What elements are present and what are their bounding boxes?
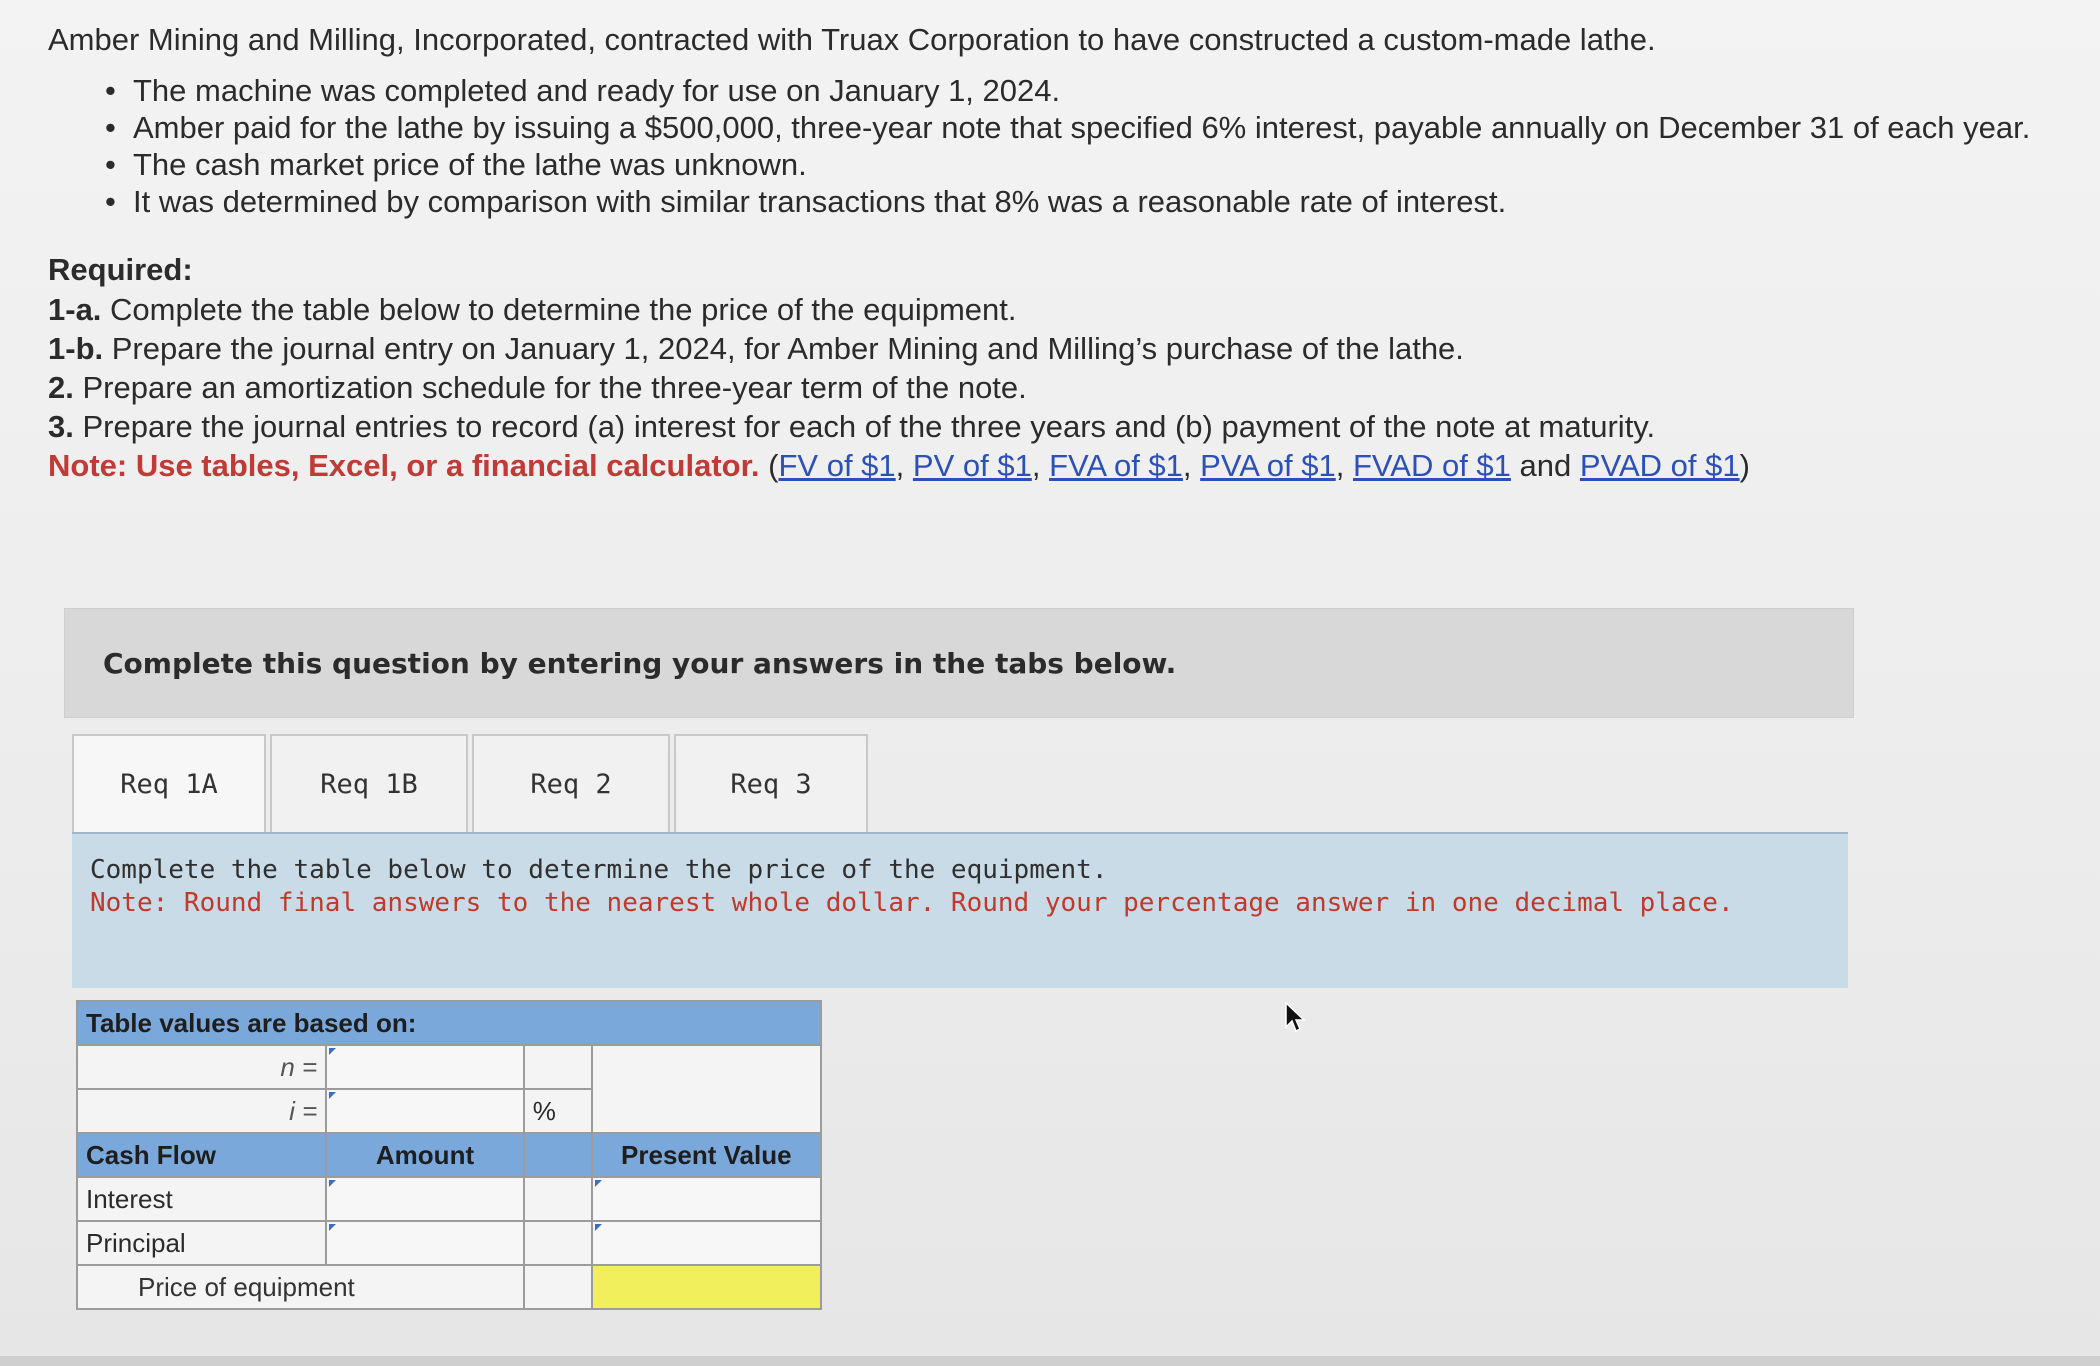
requirement-tabs [72, 734, 872, 832]
note-line: Note: Use tables, Excel, or a financial calculator. (FV of $1, PV of $1, FVA of $1, PVA of $1, FVAD of $1 and PVAD of $1) [48, 448, 1750, 483]
requirement-3 [48, 407, 2048, 446]
interest-amount-input[interactable] [326, 1177, 524, 1221]
problem-statement [48, 20, 2048, 485]
percent-sign: % [524, 1089, 592, 1133]
link-pva[interactable]: PVA of $1 [1200, 448, 1336, 483]
tab-req-1a[interactable]: Req 1A [72, 734, 266, 832]
price-total-cell [592, 1265, 821, 1309]
requirement-number: 3. [48, 409, 74, 444]
screen-bottom-edge [0, 1356, 2100, 1366]
rounding-note: Note: Round final answers to the nearest whole dollar. Round your percentage answer in one decimal place. [90, 888, 1734, 918]
n-label: n = [77, 1045, 326, 1089]
requirement-2 [48, 368, 2048, 407]
answer-table-wrapper [76, 1000, 822, 1310]
instruction-line: Complete the table below to determine the price of the equipment. [90, 855, 1108, 885]
blank-header [524, 1133, 592, 1177]
tab-instructions [72, 832, 1848, 988]
fact-item: • The cash market price of the lathe was unknown. [133, 146, 2048, 183]
blank-cell [524, 1265, 592, 1309]
requirement-number: 2. [48, 370, 74, 405]
fact-list [48, 72, 2048, 220]
link-pv[interactable]: PV of $1 [912, 448, 1032, 483]
and-word: and [1519, 448, 1572, 483]
requirement-number: 1-a. [48, 292, 102, 327]
principal-amount-input[interactable] [326, 1221, 524, 1265]
link-pvad[interactable]: PVAD of $1 [1579, 448, 1740, 483]
col-present-value: Present Value [592, 1133, 821, 1177]
fact-item: • The machine was completed and ready for use on January 1, 2024. [133, 72, 2048, 109]
required-heading: Required: [48, 252, 193, 287]
tab-req-1b[interactable]: Req 1B [270, 734, 468, 832]
requirement-text: Prepare the journal entries to record (a) interest for each of the three years and (b) payment of the note at maturity. [82, 409, 1656, 444]
interest-pv-input[interactable] [592, 1177, 821, 1221]
blank-cell [592, 1045, 821, 1133]
blank-cell [524, 1045, 592, 1089]
fact-item: • Amber paid for the lathe by issuing a $500,000, three-year note that specified 6% interest, payable annually on December 31 of each year. [133, 109, 2048, 146]
blank-cell [524, 1221, 592, 1265]
problem-intro: Amber Mining and Milling, Incorporated, contracted with Truax Corporation to have constructed a custom-made lathe. [48, 22, 1656, 57]
row-price-label: Price of equipment [77, 1265, 524, 1309]
link-fvad[interactable]: FVAD of $1 [1352, 448, 1511, 483]
price-table [76, 1000, 822, 1310]
requirement-number: 1-b. [48, 331, 104, 366]
n-input[interactable] [326, 1045, 524, 1089]
requirement-1a [48, 290, 2048, 329]
note-label: Note: Use tables, Excel, or a financial calculator. [48, 448, 760, 483]
requirement-1b [48, 329, 2048, 368]
col-cash-flow: Cash Flow [77, 1133, 326, 1177]
requirement-text: Prepare an amortization schedule for the three-year term of the note. [82, 370, 1027, 405]
fact-item: • It was determined by comparison with similar transactions that 8% was a reasonable rate of interest. [133, 183, 2048, 220]
blank-cell [524, 1177, 592, 1221]
tab-req-3[interactable]: Req 3 [674, 734, 868, 832]
row-principal-label: Principal [77, 1221, 326, 1265]
row-interest-label: Interest [77, 1177, 326, 1221]
col-amount: Amount [326, 1133, 524, 1177]
principal-pv-input[interactable] [592, 1221, 821, 1265]
requirement-text: Complete the table below to determine the price of the equipment. [110, 292, 1017, 327]
requirement-text: Prepare the journal entry on January 1, 2024, for Amber Mining and Milling’s purchase of the lathe. [111, 331, 1464, 366]
link-fv[interactable]: FV of $1 [778, 448, 896, 483]
i-label: i = [77, 1089, 326, 1133]
link-fva[interactable]: FVA of $1 [1049, 448, 1183, 483]
required-section [48, 250, 2048, 485]
table-header: Table values are based on: [77, 1001, 821, 1045]
tab-req-2[interactable]: Req 2 [472, 734, 670, 832]
instruction-banner: Complete this question by entering your answers in the tabs below. [64, 608, 1854, 718]
i-input[interactable] [326, 1089, 524, 1133]
mouse-pointer-icon [1285, 1002, 1307, 1034]
